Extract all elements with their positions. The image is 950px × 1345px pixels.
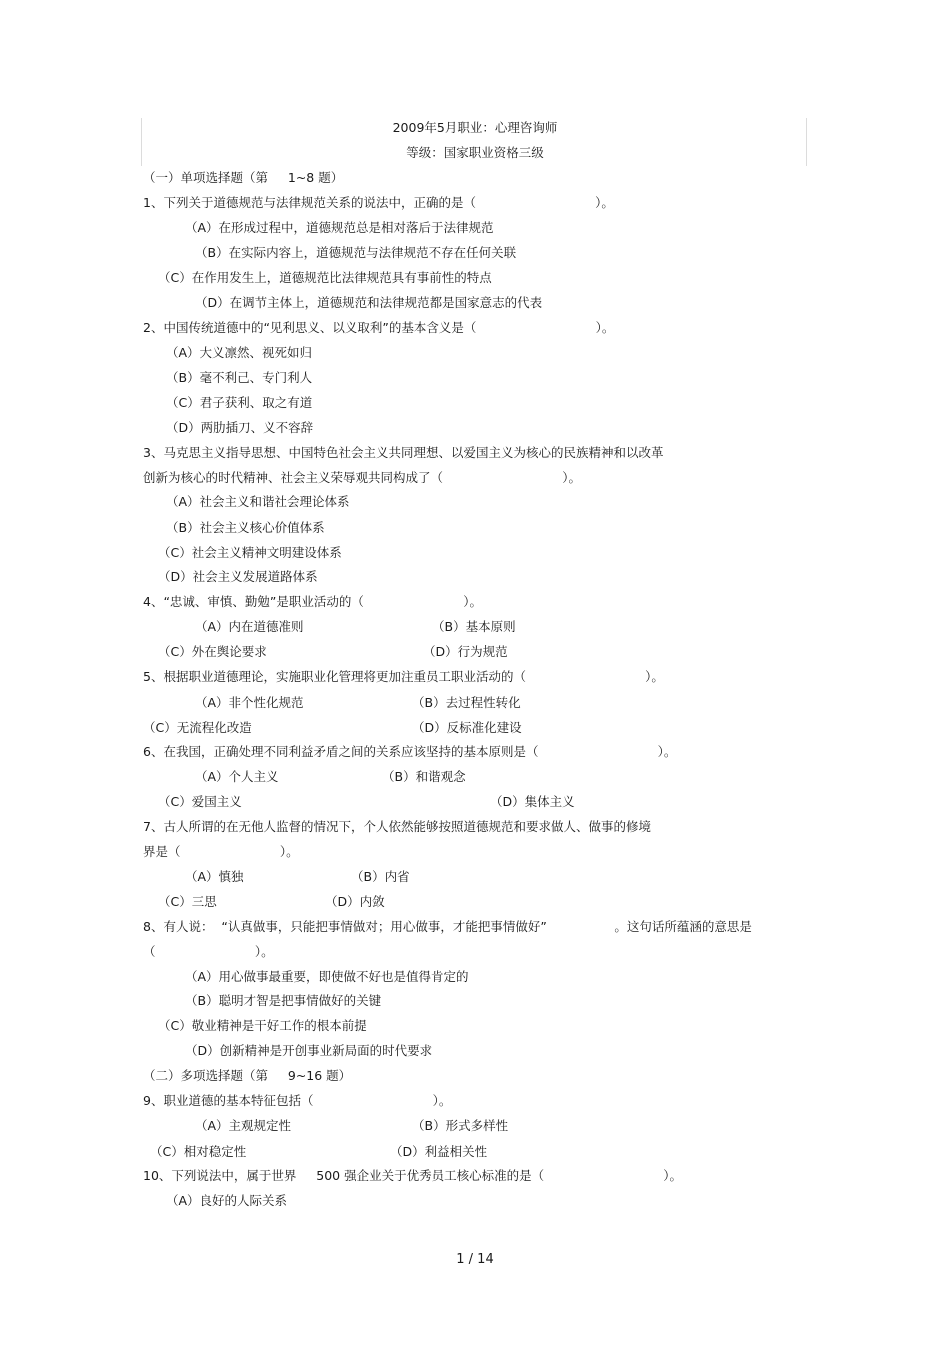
question-9-option-c: （C）相对稳定性 xyxy=(150,1144,247,1159)
question-4-stem: 4、“忠诚、审慎、勤勉”是职业活动的（ ）。 xyxy=(143,594,482,609)
question-8-option-c: （C）敬业精神是干好工作的根本前提 xyxy=(158,1018,367,1033)
question-3-stem-line-2: 创新为核心的时代精神、社会主义荣辱观共同构成了（ ）。 xyxy=(143,470,581,485)
question-6-option-c: （C）爱国主义 xyxy=(158,794,242,809)
question-3-option-d: （D）社会主义发展道路体系 xyxy=(158,569,318,584)
section-heading-multiple-choice: （二）多项选择题（第 9~16 题） xyxy=(143,1068,352,1083)
question-8-stem-line-2: （ ）。 xyxy=(143,944,274,959)
question-4-option-a: （A）内在道德准则 xyxy=(195,619,304,634)
question-9-option-d: （D）利益相关性 xyxy=(390,1144,488,1159)
question-6-option-b: （B）和谐观念 xyxy=(382,769,466,784)
page-number: 1 / 14 xyxy=(456,1252,494,1267)
question-9-stem: 9、职业道德的基本特征包括（ ）。 xyxy=(143,1093,452,1108)
question-2-option-a: （A）大义凛然、视死如归 xyxy=(166,345,313,360)
question-5-option-a: （A）非个性化规范 xyxy=(195,695,304,710)
question-4-option-d: （D）行为规范 xyxy=(423,644,508,659)
question-2-option-d: （D）两肋插刀、义不容辞 xyxy=(166,420,314,435)
question-2-option-b: （B）毫不利己、专门利人 xyxy=(166,370,313,385)
question-7-stem-line-2: 界是（ ）。 xyxy=(143,844,299,859)
question-10-option-a: （A）良好的人际关系 xyxy=(166,1193,288,1208)
question-1-stem: 1、下列关于道德规范与法律规范关系的说法中，正确的是（ ）。 xyxy=(143,195,614,210)
question-10-stem: 10、下列说法中，属于世界 500 强企业关于优秀员工核心标准的是（ ）。 xyxy=(143,1168,683,1183)
question-7-stem-line-1: 7、古人所谓的在无他人监督的情况下，个人依然能够按照道德规范和要求做人、做事的修境 xyxy=(143,819,651,834)
question-3-option-c: （C）社会主义精神文明建设体系 xyxy=(158,545,342,560)
question-8-stem-line-1: 8、有人说： “认真做事，只能把事情做对；用心做事，才能把事情做好” 。这句话所蕴涵的意思是 xyxy=(143,919,752,934)
question-2-stem: 2、中国传统道德中的“见利思义、以义取利”的基本含义是（ ）。 xyxy=(143,320,615,335)
section-heading-single-choice: （一）单项选择题（第 1~8 题） xyxy=(143,170,344,185)
document-title: 2009年5月职业：心理咨询师 xyxy=(392,120,558,135)
question-1-option-b: （B）在实际内容上，道德规范与法律规范不存在任何关联 xyxy=(195,245,517,260)
question-9-option-b: （B）形式多样性 xyxy=(412,1118,509,1133)
question-8-option-d: （D）创新精神是开创事业新局面的时代要求 xyxy=(185,1043,433,1058)
question-6-option-d: （D）集体主义 xyxy=(490,794,575,809)
question-4-option-b: （B）基本原则 xyxy=(432,619,516,634)
question-3-stem-line-1: 3、马克思主义指导思想、中国特色社会主义共同理想、以爱国主义为核心的民族精神和以改革 xyxy=(143,445,664,460)
question-3-option-a: （A）社会主义和谐社会理论体系 xyxy=(166,494,350,509)
question-1-option-c: （C）在作用发生上，道德规范比法律规范具有事前性的特点 xyxy=(158,270,492,285)
question-1-option-a: （A）在形成过程中，道德规范总是相对落后于法律规范 xyxy=(185,220,494,235)
question-9-option-a: （A）主观规定性 xyxy=(195,1118,292,1133)
question-5-option-c: （C）无流程化改造 xyxy=(143,720,252,735)
question-7-option-d: （D）内敛 xyxy=(325,894,385,909)
question-5-option-b: （B）去过程性转化 xyxy=(412,695,521,710)
question-1-option-d: （D）在调节主体上，道德规范和法律规范都是国家意志的代表 xyxy=(195,295,543,310)
question-8-option-a: （A）用心做事最重要，即使做不好也是值得肯定的 xyxy=(185,969,469,984)
question-5-option-d: （D）反标准化建设 xyxy=(412,720,522,735)
question-4-option-c: （C）外在舆论要求 xyxy=(158,644,267,659)
question-7-option-a: （A）慎独 xyxy=(185,869,244,884)
document-level: 等级：国家职业资格三级 xyxy=(406,145,544,160)
question-7-option-b: （B）内省 xyxy=(351,869,410,884)
question-6-stem: 6、在我国，正确处理不同利益矛盾之间的关系应该坚持的基本原则是（ ）。 xyxy=(143,744,677,759)
question-5-stem: 5、根据职业道德理论，实施职业化管理将更加注重员工职业活动的（ ）。 xyxy=(143,669,664,684)
question-3-option-b: （B）社会主义核心价值体系 xyxy=(166,520,325,535)
question-8-option-b: （B）聪明才智是把事情做好的关键 xyxy=(185,993,382,1008)
question-7-option-c: （C）三思 xyxy=(158,894,217,909)
question-2-option-c: （C）君子获利、取之有道 xyxy=(166,395,313,410)
question-6-option-a: （A）个人主义 xyxy=(195,769,279,784)
